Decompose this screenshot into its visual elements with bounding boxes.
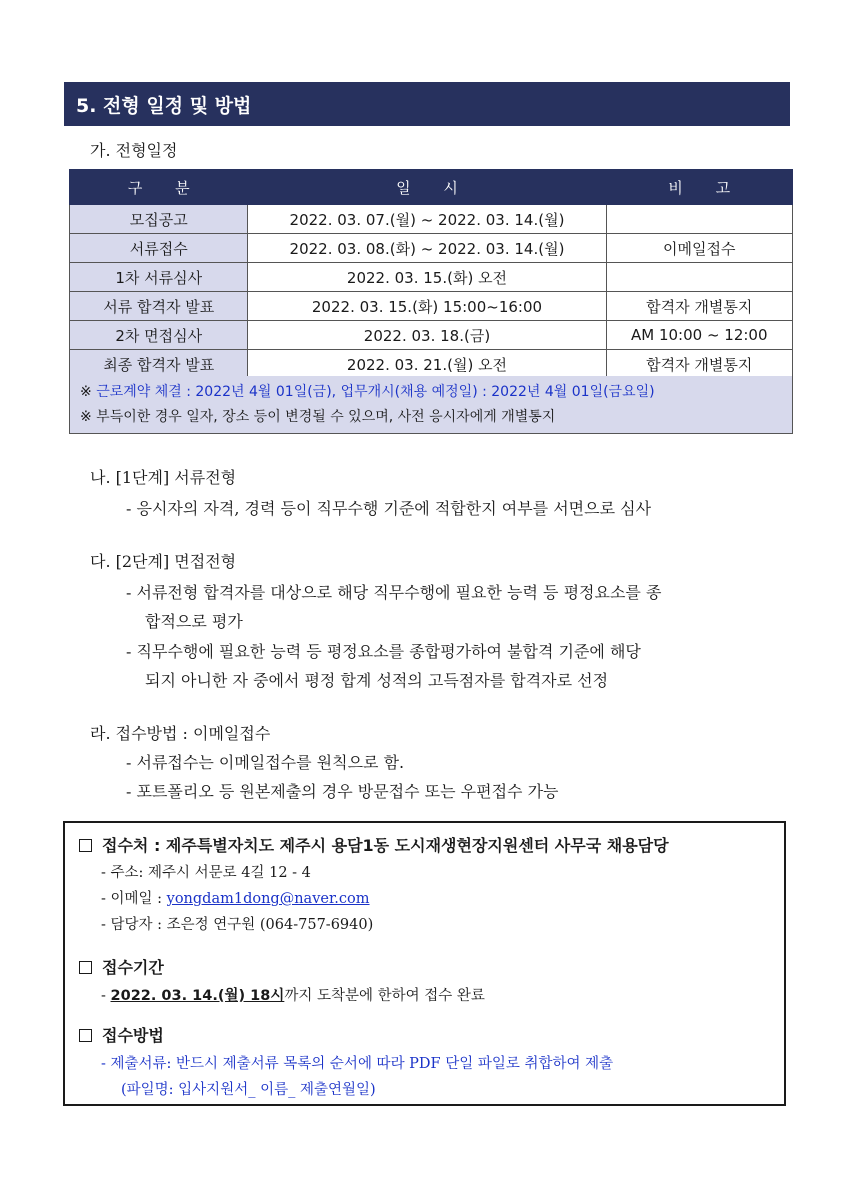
interview-desc-1: - 서류전형 합격자를 대상으로 해당 직무수행에 필요한 능력 등 평정요소를 종 <box>126 583 662 602</box>
table-header-row <box>70 170 793 205</box>
contract-note <box>80 380 782 405</box>
method-heading-text: 접수방법 <box>102 1026 164 1045</box>
row-date: 2022. 03. 18.(금) <box>248 321 606 350</box>
header-category: 구 분 <box>70 170 248 205</box>
table-notes <box>69 376 793 434</box>
period-deadline: 2022. 03. 14.(월) 18시 <box>110 988 285 1004</box>
subheading-document-screening: 나. [1단계] 서류전형 <box>90 468 237 487</box>
row-note: 합격자 개별통지 <box>606 350 793 379</box>
row-label: 모집공고 <box>70 205 248 234</box>
row-label: 최종 합격자 발표 <box>70 350 248 379</box>
row-date: 2022. 03. 08.(화) ~ 2022. 03. 14.(월) <box>248 234 606 263</box>
row-date: 2022. 03. 15.(화) 15:00~16:00 <box>248 292 606 321</box>
subheading-application-method: 라. 접수방법 : 이메일접수 <box>90 724 271 743</box>
interview-desc-2-cont: 되지 아니한 자 중에서 평정 합계 성적의 고득점자를 합격자로 선정 <box>145 671 609 690</box>
period-prefix: - <box>101 988 111 1004</box>
application-method-desc-1: - 서류접수는 이메일접수를 원칙으로 함. <box>126 753 405 772</box>
note-mark: ※ <box>80 384 92 400</box>
checkbox-icon <box>79 839 92 852</box>
checkbox-icon <box>79 961 92 974</box>
period-heading <box>79 955 164 978</box>
checkbox-icon <box>79 1029 92 1042</box>
row-note: AM 10:00 ~ 12:00 <box>606 321 793 350</box>
method-line-1: - 제출서류: 반드시 제출서류 목록의 순서에 따라 PDF 단일 파일로 취합하여 제출 <box>101 1056 614 1072</box>
subheading-interview: 다. [2단계] 면접전형 <box>90 552 237 571</box>
row-label: 서류접수 <box>70 234 248 263</box>
interview-desc-2: - 직무수행에 필요한 능력 등 평정요소를 종합평가하여 불합격 기준에 해당 <box>126 642 641 661</box>
table-row <box>70 292 793 321</box>
email-line <box>101 887 370 908</box>
table-row <box>70 321 793 350</box>
row-label: 1차 서류심사 <box>70 263 248 292</box>
table-row <box>70 205 793 234</box>
method-line-2: (파일명: 입사지원서_ 이름_ 제출연월일) <box>121 1082 376 1098</box>
application-info-box <box>63 821 786 1106</box>
row-note: 합격자 개별통지 <box>606 292 793 321</box>
header-datetime: 일 시 <box>248 170 606 205</box>
schedule-table <box>69 169 793 379</box>
change-note: ※ 부득이한 경우 일자, 장소 등이 변경될 수 있으며, 사전 응시자에게 개별통지 <box>80 409 556 425</box>
receiver-heading-text: 접수처 : 제주특별자치도 제주시 용담1동 도시재생현장지원센터 사무국 채용담당 <box>102 836 669 855</box>
section-title: 5. 전형 일정 및 방법 <box>64 82 790 126</box>
application-method-desc-2: - 포트폴리오 등 원본제출의 경우 방문접수 또는 우편접수 가능 <box>126 782 559 801</box>
receiver-heading <box>79 833 669 856</box>
address-line: - 주소: 제주시 서문로 4길 12 - 4 <box>101 865 311 881</box>
subheading-schedule: 가. 전형일정 <box>90 141 178 160</box>
interview-desc-1-cont: 합적으로 평가 <box>145 612 243 631</box>
table-row <box>70 234 793 263</box>
email-label: - 이메일 : <box>101 891 167 907</box>
contract-note-text: 근로계약 체결 : 2022년 4월 01일(금), 업무개시(채용 예정일) : 2022년 4월 01일(금요일) <box>96 384 655 400</box>
row-note <box>606 263 793 292</box>
email-link[interactable]: yongdam1dong@naver.com <box>166 891 370 907</box>
row-label: 서류 합격자 발표 <box>70 292 248 321</box>
contact-line: - 담당자 : 조은정 연구원 (064-757-6940) <box>101 917 374 933</box>
row-note <box>606 205 793 234</box>
period-rest: 까지 도착분에 한하여 접수 완료 <box>284 988 485 1004</box>
row-note: 이메일접수 <box>606 234 793 263</box>
row-label: 2차 면접심사 <box>70 321 248 350</box>
document-screening-desc: - 응시자의 자격, 경력 등이 직무수행 기준에 적합한지 여부를 서면으로 심사 <box>126 499 652 518</box>
table-row <box>70 263 793 292</box>
period-line <box>101 984 485 1005</box>
table-row <box>70 350 793 379</box>
header-note: 비 고 <box>606 170 793 205</box>
method-heading <box>79 1023 164 1046</box>
row-date: 2022. 03. 21.(월) 오전 <box>248 350 606 379</box>
period-heading-text: 접수기간 <box>102 958 164 977</box>
row-date: 2022. 03. 15.(화) 오전 <box>248 263 606 292</box>
row-date: 2022. 03. 07.(월) ~ 2022. 03. 14.(월) <box>248 205 606 234</box>
